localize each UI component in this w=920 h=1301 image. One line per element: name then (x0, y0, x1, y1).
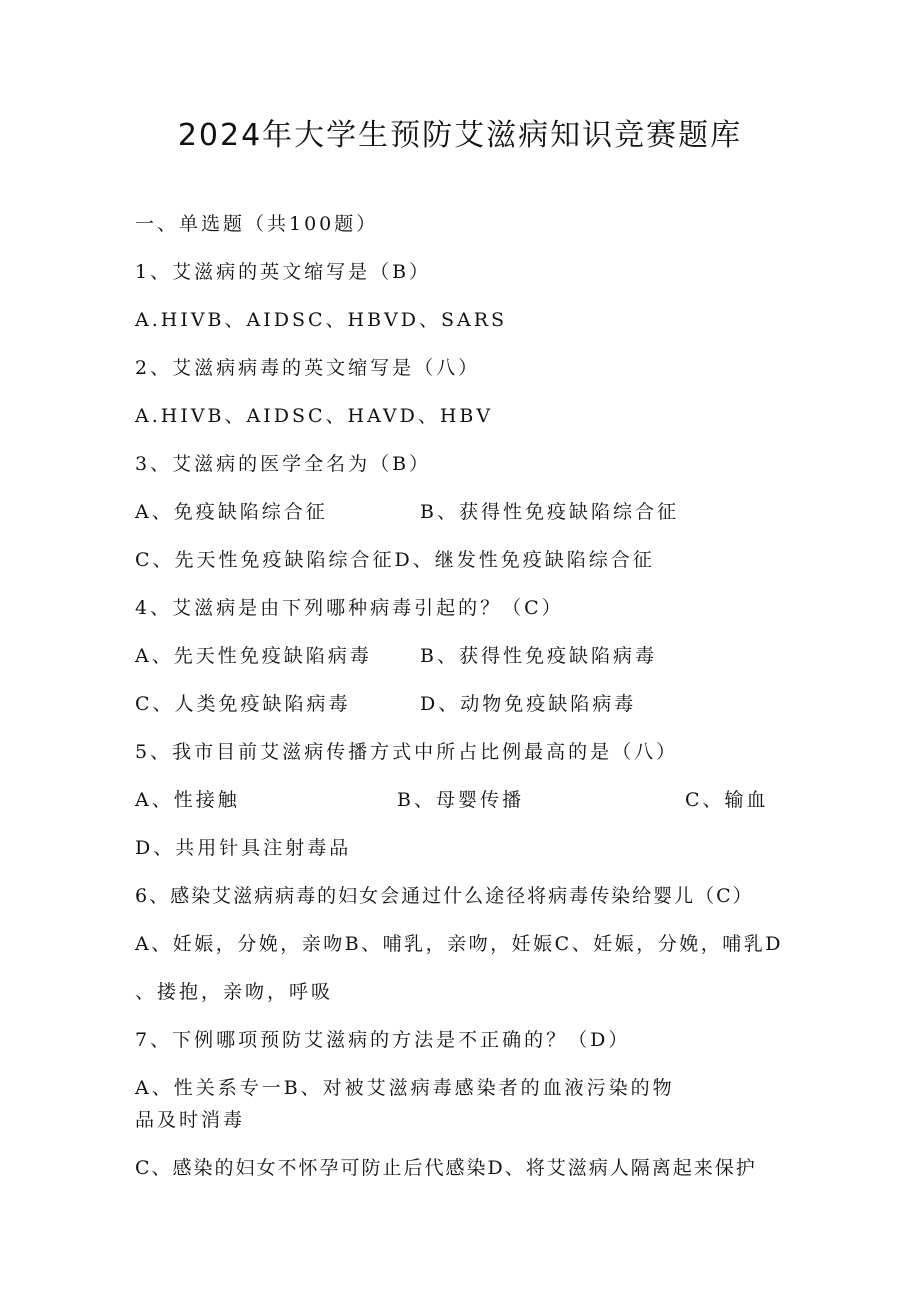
section-heading: 一、单选题（共100题） (135, 213, 379, 235)
option-c: C、输血 (685, 789, 769, 811)
question-6-options: A、妊娠，分娩，亲吻B、哺乳，亲吻，妊娠C、妊娠，分娩，哺乳D (135, 933, 783, 955)
option-a: A、性接触 (135, 789, 240, 811)
question-1: 1、艾滋病的英文缩写是（B） (135, 261, 432, 283)
question-5: 5、我市目前艾滋病传播方式中所占比例最高的是（八） (135, 741, 679, 763)
question-1-options: A.HIVB、AIDSC、HBVD、SARS (135, 309, 508, 331)
option-c: C、人类免疫缺陷病毒 (135, 693, 351, 715)
question-2-options: A.HIVB、AIDSC、HAVD、HBV (135, 405, 494, 427)
question-3-options-row2: C、先天性免疫缺陷综合征D、继发性免疫缺陷综合征 (135, 549, 655, 571)
option-a: A、免疫缺陷综合征 (135, 501, 328, 523)
question-3-options-row1 (135, 500, 785, 524)
question-7: 7、下例哪项预防艾滋病的方法是不正确的？（D） (135, 1029, 631, 1051)
option-b: B、母婴传播 (397, 789, 524, 811)
question-5-options-row1 (135, 788, 785, 812)
option-b: B、获得性免疫缺陷病毒 (420, 645, 657, 667)
question-3: 3、艾滋病的医学全名为（B） (135, 453, 432, 475)
question-4-options-row2 (135, 692, 785, 716)
document-title: 2024年大学生预防艾滋病知识竞赛题库 (177, 118, 743, 153)
question-7-options-row1-cont: 品及时消毒 (135, 1109, 246, 1131)
question-4-options-row1 (135, 644, 785, 668)
question-6-options-cont: 、搂抱，亲吻，呼吸 (135, 981, 334, 1003)
option-d: D、动物免疫缺陷病毒 (420, 693, 637, 715)
question-2: 2、艾滋病病毒的英文缩写是（八） (135, 357, 481, 379)
question-7-options-row2: C、感染的妇女不怀孕可防止后代感染D、将艾滋病人隔离起来保护 (135, 1157, 757, 1179)
question-7-options-row1: A、性关系专一B、对被艾滋病毒感染者的血液污染的物 (135, 1077, 675, 1099)
option-a: A、先天性免疫缺陷病毒 (135, 645, 372, 667)
option-b: B、获得性免疫缺陷综合征 (420, 501, 679, 523)
question-5-options-row2: D、共用针具注射毒品 (135, 837, 352, 859)
question-6: 6、感染艾滋病病毒的妇女会通过什么途径将病毒传染给婴儿（C） (135, 885, 754, 907)
question-4: 4、艾滋病是由下列哪种病毒引起的？（C） (135, 597, 564, 619)
